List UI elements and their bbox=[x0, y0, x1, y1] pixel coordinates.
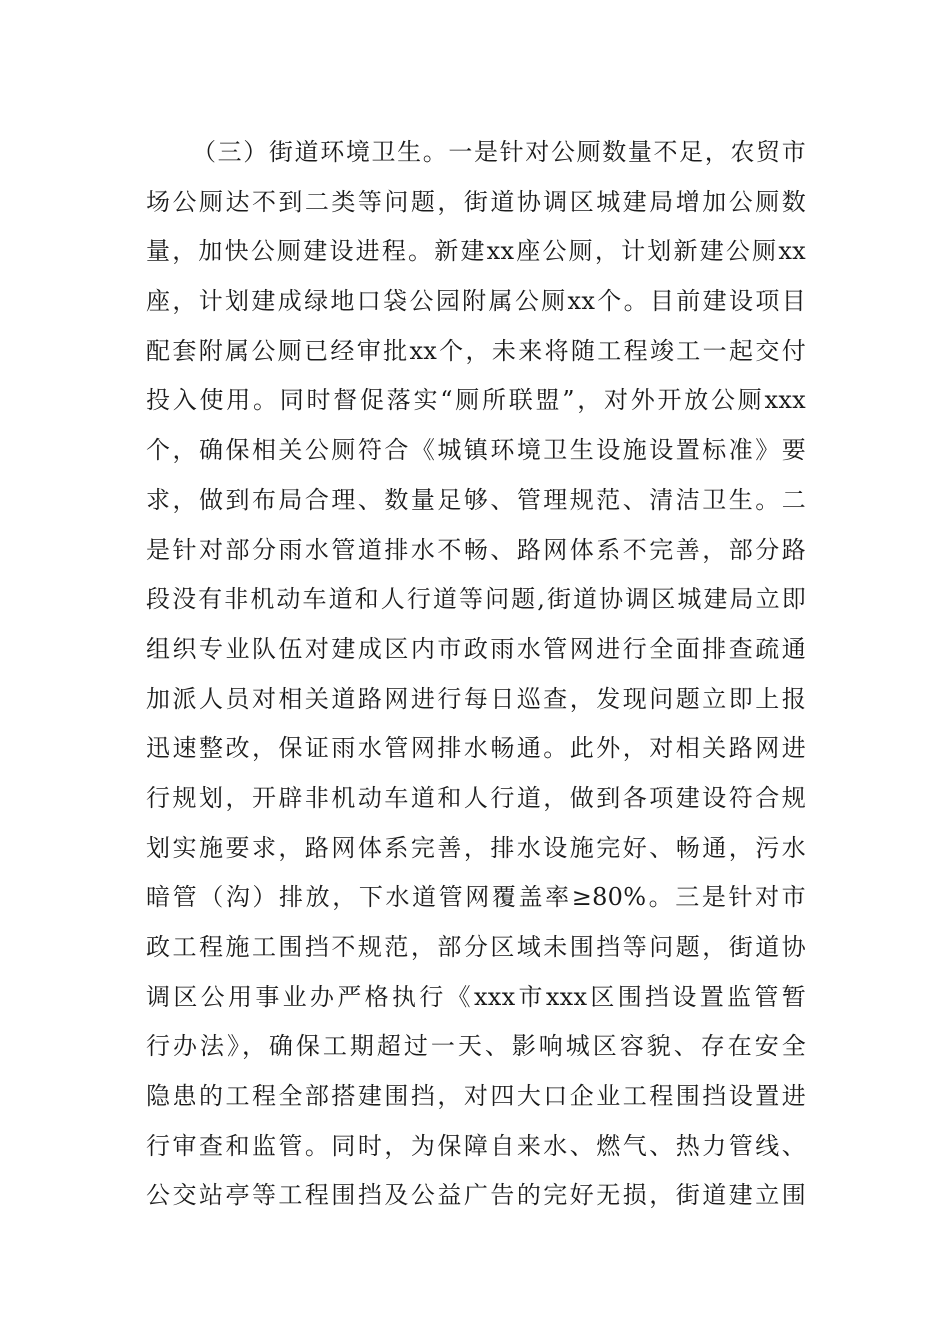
paragraph-line: 政工程施工围挡不规范，部分区域未围挡等问题，街道协 bbox=[146, 933, 806, 961]
paragraph-line: 隐患的工程全部搭建围挡，对四大口企业工程围挡设置进 bbox=[146, 1082, 806, 1111]
paragraph-line: 座，计划建成绿地口袋公园附属公厕xx个。目前建设项目 bbox=[146, 287, 806, 316]
paragraph-line: 个，确保相关公厕符合《城镇环境卫生设施设置标准》要 bbox=[146, 436, 806, 465]
paragraph-street-sanitation bbox=[146, 128, 806, 1221]
paragraph-line: 暗管（沟）排放，下水道管网覆盖率≥80%。三是针对市 bbox=[146, 883, 806, 912]
paragraph-line: 加派人员对相关道路网进行每日巡查，发现问题立即上报 bbox=[146, 684, 806, 713]
paragraph-line: 投入使用。同时督促落实“厕所联盟”，对外开放公厕xxx bbox=[146, 386, 806, 415]
paragraph-line: 组织专业队伍对建成区内市政雨水管网进行全面排查疏通 bbox=[146, 634, 806, 663]
paragraph-line: 配套附属公厕已经审批xx个，未来将随工程竣工一起交付 bbox=[146, 336, 806, 365]
paragraph-line: 是针对部分雨水管道排水不畅、路网体系不完善，部分路 bbox=[146, 535, 806, 564]
paragraph-line: 场公厕达不到二类等问题，街道协调区城建局增加公厕数 bbox=[146, 187, 806, 216]
paragraph-line: 量，加快公厕建设进程。新建xx座公厕，计划新建公厕xx bbox=[146, 237, 806, 266]
paragraph-line: 求，做到布局合理、数量足够、管理规范、清洁卫生。二 bbox=[146, 485, 806, 514]
paragraph-line: 调区公用事业办严格执行《xxx市xxx区围挡设置监管暂 bbox=[146, 982, 806, 1011]
paragraph-line: 划实施要求，路网体系完善，排水设施完好、畅通，污水 bbox=[146, 833, 806, 862]
paragraph-line: 行规划，开辟非机动车道和人行道，做到各项建设符合规 bbox=[146, 783, 806, 812]
paragraph-line: 行审查和监管。同时，为保障自来水、燃气、热力管线、 bbox=[146, 1131, 806, 1160]
paragraph-line: 公交站亭等工程围挡及公益广告的完好无损，街道建立围 bbox=[146, 1181, 806, 1210]
paragraph-line: （三）街道环境卫生。一是针对公厕数量不足，农贸市 bbox=[192, 138, 806, 166]
paragraph-line: 迅速整改，保证雨水管网排水畅通。此外，对相关路网进 bbox=[146, 734, 806, 763]
paragraph-line: 段没有非机动车道和人行道等问题,街道协调区城建局立即 bbox=[146, 585, 806, 614]
paragraph-line: 行办法》，确保工期超过一天、影响城区容貌、存在安全 bbox=[146, 1032, 806, 1061]
